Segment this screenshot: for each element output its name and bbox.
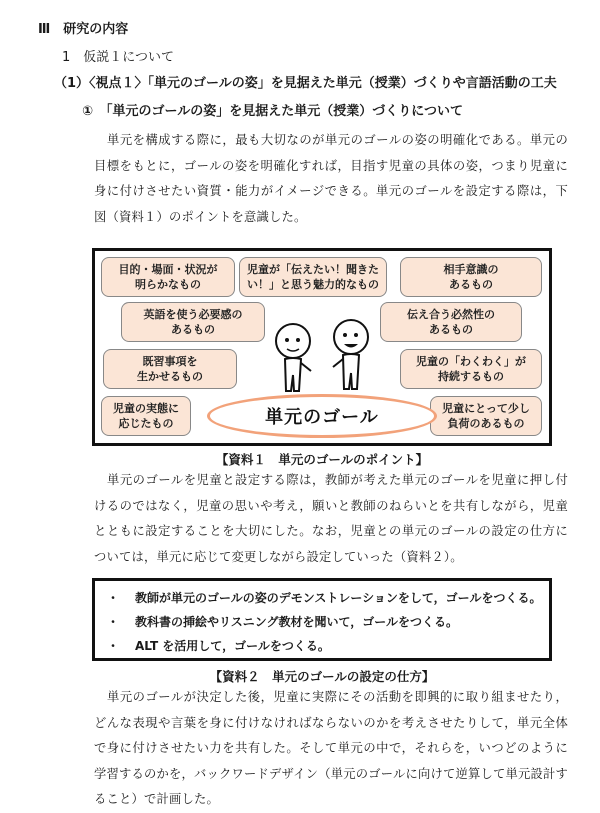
point-bubble-challenge: 児童にとって少し 負荷のあるもの (430, 396, 542, 436)
figure-1-caption: 【資料１ 単元のゴールのポイント】 (215, 452, 429, 467)
paragraph-1: 単元を構成する際に，最も大切なのが単元のゴールの姿の明確化である。単元の目標をもとに，ゴールの姿を明確化すれば，目指す児童の具体の姿，つまり児童に身に付けさせたい資質・能力がイメージできる。単元のゴールを設定する際は，下図（資料１）のポイントを意識した。 (94, 133, 568, 224)
bullet-marker: ・ (107, 591, 120, 605)
item-heading: ① 「単元のゴールの姿」を見据えた単元（授業）づくりについて (82, 104, 463, 119)
point-bubble-prior-learning: 既習事項を 生かせるもの (103, 349, 237, 389)
list-item-text: 教科書の挿絵やリスニング教材を聞いて，ゴールをつくる。 (135, 615, 459, 629)
paragraph-2: 単元のゴールを児童と設定する際は，教師が考えた単元のゴールを児童に押し付けるのではなく，児童の思いや考え，願いと教師のねらいとを共有しながら，児童とともに設定することを大切にした。なお，児童との単元のゴールの設定の仕方については，単元に応じて変更しながら設定していった（資料２）。 (94, 473, 568, 564)
goal-setting-methods-box (92, 578, 552, 661)
point-bubble-inevitability: 伝え合う必然性の あるもの (380, 302, 522, 342)
bullet-marker: ・ (107, 615, 120, 629)
figure-2-caption: 【資料２ 単元のゴールの設定の仕方】 (209, 669, 435, 684)
point-bubble-necessity: 英語を使う必要感の あるもの (121, 302, 265, 342)
point-bubble-audience: 相手意識の あるもの (400, 257, 542, 297)
list-item (107, 611, 549, 635)
figure-goal-points (92, 248, 552, 446)
two-figures-illustration (263, 313, 383, 403)
paragraph-3: 単元のゴールが決定した後，児童に実際にその活動を即興的に取り組ませたり，どんな表現や言葉を身に付けなければならないのかを考えさせたりして，単元全体で身に付けさせたい力を共有した。そして単元の中で，それらを，いつどのように学習するのかを，バックワードデザイン（単元のゴールに向けて逆算して単元設計すること）で計画した。 (94, 690, 568, 806)
section-heading: Ⅲ 研究の内容 (38, 22, 129, 37)
viewpoint-heading: （1）〈視点１〉「単元のゴールの姿」を見据えた単元（授業）づくりや言語活動の工夫 (54, 76, 557, 91)
list-item-text: 教師が単元のゴールの姿のデモンストレーションをして，ゴールをつくる。 (135, 591, 542, 605)
point-bubble-purpose: 目的・場面・状況が 明らかなもの (101, 257, 235, 297)
subsection-heading: 1 仮説１について (62, 50, 175, 65)
point-bubble-excitement: 児童の「わくわく」が 持続するもの (400, 349, 542, 389)
bullet-marker: ・ (107, 639, 120, 653)
point-bubble-actual-state: 児童の実態に 応じたもの (101, 396, 191, 436)
unit-goal-ellipse: 単元のゴール (207, 394, 437, 438)
list-item (107, 587, 549, 611)
list-item-text: ALT を活用して，ゴールをつくる。 (135, 639, 330, 653)
point-bubble-attractive: 児童が「伝えたい！聞きた い！」と思う魅力的なもの (239, 257, 387, 297)
list-item (107, 635, 549, 659)
